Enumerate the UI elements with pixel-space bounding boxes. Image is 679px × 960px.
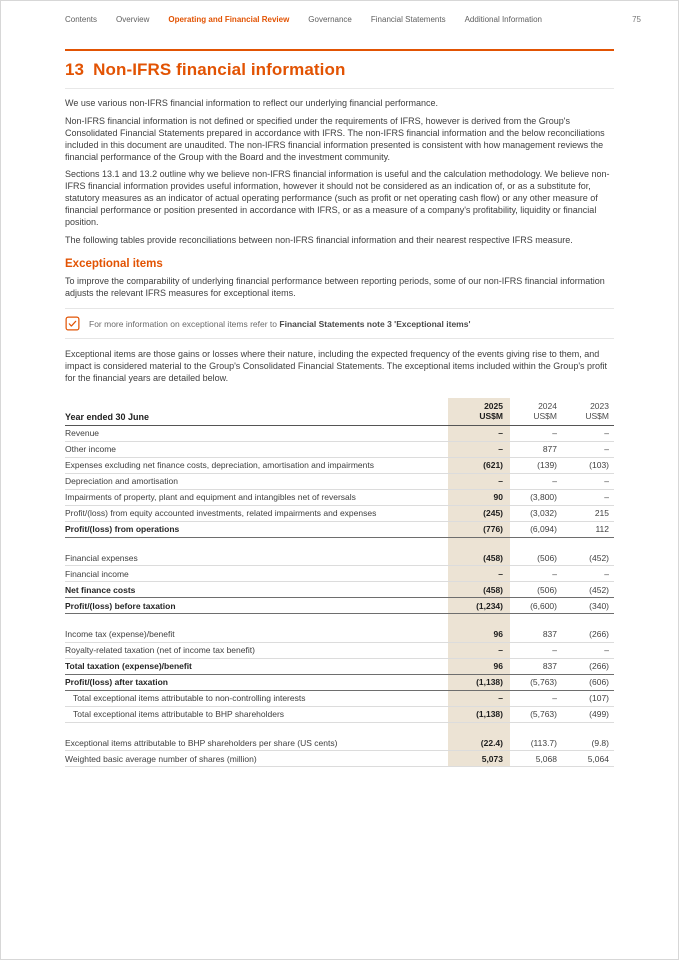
row-value-2023: (107): [562, 690, 614, 706]
nav-item[interactable]: Overview: [116, 15, 150, 24]
spacer-cell: [510, 614, 562, 627]
row-value-2023: (606): [562, 674, 614, 690]
row-value-2024: 877: [510, 441, 562, 457]
row-value-2023: –: [562, 441, 614, 457]
row-label: Other income: [65, 441, 448, 457]
row-value-2025: 96: [448, 627, 510, 643]
row-value-2024: 837: [510, 658, 562, 674]
row-value-2024: (3,800): [510, 489, 562, 505]
spacer-cell: [510, 537, 562, 550]
more-info-callout: [65, 308, 614, 339]
row-label: Expenses excluding net finance costs, depreciation, amortisation and impairments: [65, 457, 448, 473]
table-row: [65, 550, 614, 566]
table-row: [65, 582, 614, 598]
column-header-2024: 2024 US$M: [533, 400, 557, 422]
table-row: [65, 566, 614, 582]
row-label: Income tax (expense)/benefit: [65, 627, 448, 643]
nav-item[interactable]: Financial Statements: [370, 15, 446, 24]
row-value-2023: –: [562, 473, 614, 489]
row-value-2024: –: [510, 642, 562, 658]
row-value-2025: (621): [448, 457, 510, 473]
table-row: [65, 489, 614, 505]
page-number: 75: [632, 15, 641, 24]
spacer-cell: [448, 722, 510, 735]
row-value-2023: (452): [562, 582, 614, 598]
row-value-2024: –: [510, 690, 562, 706]
table-spacer-row: [65, 614, 614, 627]
page-title: [65, 60, 614, 80]
row-label: Financial expenses: [65, 550, 448, 566]
row-value-2025: –: [448, 690, 510, 706]
table-row: [65, 690, 614, 706]
row-value-2024: 5,068: [510, 751, 562, 767]
nav-item[interactable]: Additional Information: [464, 15, 542, 24]
row-value-2023: 215: [562, 505, 614, 521]
row-value-2023: (499): [562, 706, 614, 722]
row-value-2023: (9.8): [562, 735, 614, 751]
intro-paragraph-2: Non-IFRS financial information is not defined or specified under the requirements of IFRS, however is derived from the Group's Consolidated Financial Statements prepared in accordance with IFRS. The non-IFRS financial information and the below reconciliations included in this document are unaudited. The non-IFRS financial information presented is consistent with how management reviews the financial performance of the Group with the Board and the investment community.: [65, 115, 605, 162]
row-value-2025: (458): [448, 550, 510, 566]
row-label: Weighted basic average number of shares (million): [65, 751, 448, 767]
row-value-2025: –: [448, 473, 510, 489]
row-label: Profit/(loss) from equity accounted investments, related impairments and expenses: [65, 505, 448, 521]
top-nav: [0, 0, 679, 33]
callout-text: For more information on exceptional items refer to Financial Statements note 3 'Exceptional items': [89, 318, 471, 329]
row-label: Depreciation and amortisation: [65, 473, 448, 489]
table-row: [65, 425, 614, 441]
row-value-2024: –: [510, 473, 562, 489]
table-row: [65, 658, 614, 674]
row-value-2025: 90: [448, 489, 510, 505]
nav-items: [65, 15, 542, 24]
row-value-2024: (506): [510, 582, 562, 598]
row-value-2025: (245): [448, 505, 510, 521]
nav-item[interactable]: Governance: [308, 15, 352, 24]
row-value-2024: –: [510, 566, 562, 582]
table-row: [65, 627, 614, 643]
spacer-cell: [562, 614, 614, 627]
callout-link-text[interactable]: Financial Statements note 3 'Exceptional items': [279, 318, 471, 329]
table-body: [65, 425, 614, 767]
spacer-cell: [448, 537, 510, 550]
spacer-cell: [448, 614, 510, 627]
table-spacer-row: [65, 722, 614, 735]
spacer-cell: [562, 722, 614, 735]
table-corner-label: Year ended 30 June: [65, 411, 150, 422]
row-value-2025: –: [448, 441, 510, 457]
spacer-cell: [65, 614, 448, 627]
row-value-2024: 837: [510, 627, 562, 643]
section-intro-paragraph: To improve the comparability of underlying financial performance between reporting periods, some of our non-IFRS financial information adjusts the relevant IFRS measures for exceptional items.: [65, 275, 605, 298]
section-number: 13: [65, 60, 85, 79]
row-value-2023: (340): [562, 598, 614, 614]
table-header: [65, 398, 614, 425]
row-value-2024: (3,032): [510, 505, 562, 521]
row-label: Financial income: [65, 566, 448, 582]
row-label: Total taxation (expense)/benefit: [65, 658, 448, 674]
section-title-text: Non-IFRS financial information: [93, 60, 346, 79]
row-label: Royalty-related taxation (net of income tax benefit): [65, 642, 448, 658]
table-row: [65, 706, 614, 722]
row-label: Revenue: [65, 425, 448, 441]
row-label: Profit/(loss) from operations: [65, 521, 448, 537]
row-value-2025: (22.4): [448, 735, 510, 751]
row-value-2024: (5,763): [510, 674, 562, 690]
row-label: Profit/(loss) after taxation: [65, 674, 448, 690]
intro-paragraph-1: We use various non-IFRS financial information to reflect our underlying financial performance.: [65, 98, 439, 108]
row-value-2025: –: [448, 642, 510, 658]
table-row: [65, 521, 614, 537]
table-row: [65, 505, 614, 521]
page-content: [0, 49, 679, 767]
title-underline: [65, 88, 614, 89]
table-row: [65, 473, 614, 489]
row-value-2025: 96: [448, 658, 510, 674]
row-value-2025: (1,234): [448, 598, 510, 614]
row-label: Impairments of property, plant and equipment and intangibles net of reversals: [65, 489, 448, 505]
row-value-2023: (266): [562, 627, 614, 643]
table-row: [65, 642, 614, 658]
row-value-2025: –: [448, 566, 510, 582]
row-value-2024: (139): [510, 457, 562, 473]
row-label: Exceptional items attributable to BHP shareholders per share (US cents): [65, 735, 448, 751]
section-heading: Exceptional items: [65, 257, 163, 270]
row-value-2025: (776): [448, 521, 510, 537]
row-value-2023: 5,064: [562, 751, 614, 767]
row-value-2023: –: [562, 642, 614, 658]
table-spacer-row: [65, 537, 614, 550]
column-header-2025: 2025 US$M: [448, 398, 510, 425]
exceptional-detail-paragraph: Exceptional items are those gains or losses where their nature, including the expected frequency of the events giving rise to them, and impact is considered material to the Group's Consolidated Financial Statements. The exceptional items included within the Group's profit for the financial years are detailed below.: [65, 349, 608, 384]
row-label: Profit/(loss) before taxation: [65, 598, 448, 614]
table-row: [65, 598, 614, 614]
row-value-2025: (1,138): [448, 674, 510, 690]
row-label: Total exceptional items attributable to BHP shareholders: [65, 706, 448, 722]
table-row: [65, 751, 614, 767]
row-value-2024: (6,094): [510, 521, 562, 537]
row-value-2025: 5,073: [448, 751, 510, 767]
spacer-cell: [562, 537, 614, 550]
row-value-2024: –: [510, 425, 562, 441]
row-value-2023: (266): [562, 658, 614, 674]
note-icon: [65, 316, 80, 331]
table-row: [65, 441, 614, 457]
row-value-2025: (458): [448, 582, 510, 598]
row-value-2024: (506): [510, 550, 562, 566]
row-value-2025: (1,138): [448, 706, 510, 722]
title-rule: [65, 49, 614, 51]
row-value-2023: –: [562, 425, 614, 441]
row-value-2023: 112: [562, 521, 614, 537]
row-label: Net finance costs: [65, 582, 448, 598]
column-header-2023: 2023 US$M: [585, 400, 609, 422]
row-value-2023: (452): [562, 550, 614, 566]
spacer-cell: [510, 722, 562, 735]
row-label: Total exceptional items attributable to non-controlling interests: [65, 690, 448, 706]
spacer-cell: [65, 537, 448, 550]
table-row: [65, 674, 614, 690]
row-value-2023: –: [562, 566, 614, 582]
row-value-2024: (5,763): [510, 706, 562, 722]
table-row: [65, 735, 614, 751]
nav-item[interactable]: Contents: [65, 15, 98, 24]
nav-item[interactable]: Operating and Financial Review: [168, 15, 290, 24]
row-value-2023: –: [562, 489, 614, 505]
row-value-2023: (103): [562, 457, 614, 473]
row-value-2024: (113.7): [510, 735, 562, 751]
intro-paragraph-4: The following tables provide reconciliations between non-IFRS financial information and their nearest respective IFRS measure.: [65, 234, 573, 245]
exceptional-items-table: [65, 398, 614, 767]
row-value-2025: –: [448, 425, 510, 441]
table-row: [65, 457, 614, 473]
row-value-2024: (6,600): [510, 598, 562, 614]
intro-paragraph-3: Sections 13.1 and 13.2 outline why we believe non-IFRS financial information is useful and the calculation methodology. We believe non-IFRS financial information provides useful information, however it should not be considered as an indication of, or as a substitute for, statutory measures as an indicator of actual operating performance (such as profit or net operating cash flow) or any other measure of financial performance or position presented in accordance with IFRS, or as a measure of a company's profitability, liquidity or financial position.: [65, 169, 610, 227]
spacer-cell: [65, 722, 448, 735]
